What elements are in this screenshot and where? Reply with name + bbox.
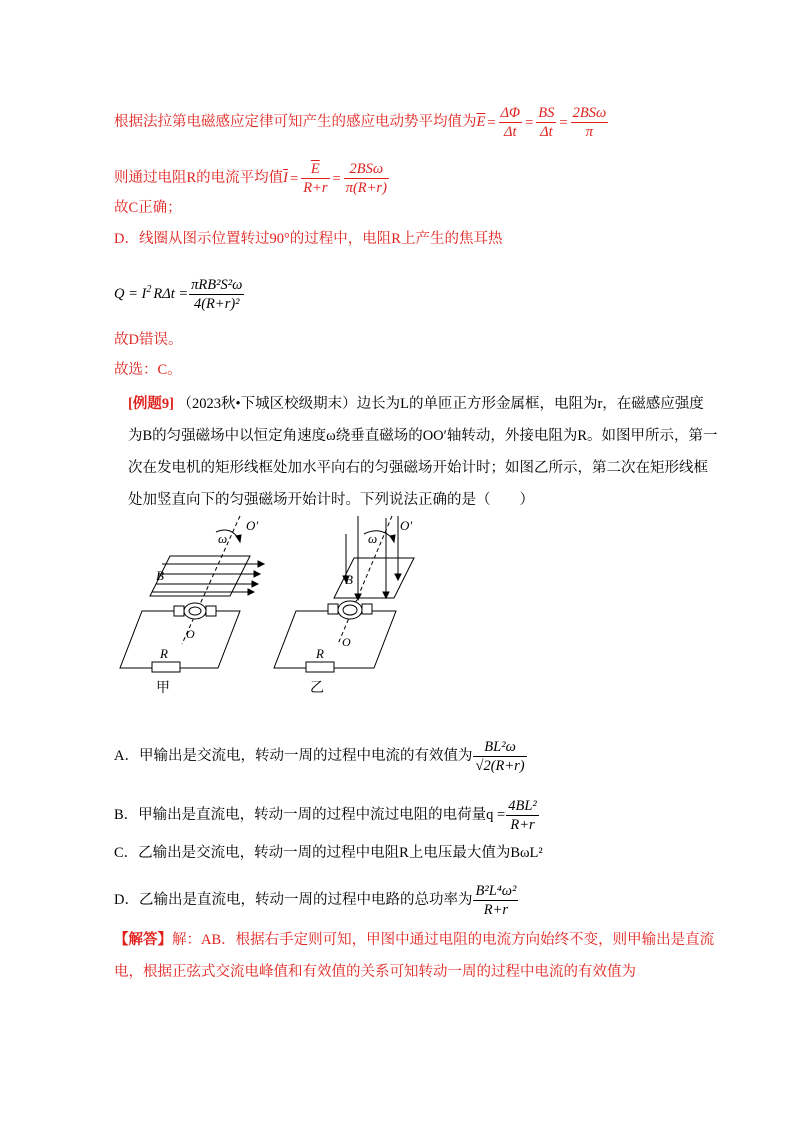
option-b-fraction: $\frac{\text{4BL²}}{R+r}$ [508, 798, 537, 833]
option-b: B．甲输出是直流电，转动一周的过程中流过电阻的电荷量q = $\frac{\text{4BL²}}{R+r}$ [114, 798, 537, 833]
average-current-line: 则通过电阻R的电流平均值$\overline{I}$ = $\frac{\overline{E}}{R+r}$ = $\frac{\text{2BSω}}{\pi(R+r)}$ [114, 161, 387, 196]
r-label-left: R [160, 646, 168, 661]
option-d: D．乙输出是直流电，转动一周的过程中电路的总功率为 $\frac{\text{B²L⁴ω²}}{R+r}$ [114, 883, 517, 918]
omega-label-left: ω [218, 531, 228, 546]
generator-figure [100, 512, 450, 700]
option-d-analysis: D．线圈从图示位置转过90°的过程中，电阻R上产生的焦耳热 [114, 231, 503, 247]
current-fraction-2: $\frac{\text{2BSω}}{\pi(R+r)}$ [345, 161, 387, 196]
example-9-question [128, 388, 718, 516]
o-label-left: O [186, 627, 195, 641]
o-prime-label-left: O′ [246, 518, 259, 533]
emf-fraction-2: $\frac{BS}{\Delta t}$ [538, 105, 555, 140]
caption-right: 乙 [310, 681, 324, 696]
emf-symbol: $\overline{E}$ [476, 113, 486, 130]
b-label-right: B [345, 572, 353, 587]
conclusion-c: 故C正确； [114, 200, 182, 216]
emf-fraction-3: $\frac{\text{2BSω}}{\pi}$ [572, 105, 607, 140]
answer-paragraph [114, 924, 718, 988]
joule-heat-fraction: $\frac{\text{πRB²S²ω}}{\text{4(R+r)²}}$ [191, 277, 243, 312]
o-prime-label-right: O′ [400, 518, 413, 533]
current-fraction-1: $\frac{\overline{E}}{R+r}$ [303, 161, 328, 196]
coil-frame-left [150, 556, 250, 596]
example-tag: [例题9] [128, 396, 174, 412]
option-a-fraction: $\frac{\text{BL²ω}}{√2(R+r)}$ [475, 739, 525, 774]
final-choice: 故选：C。 [114, 362, 182, 378]
average-emf-line: 根据法拉第电磁感应定律可知产生的感应电动势平均值为$\overline{E}$ = $\frac{\Delta\Phi}{\Delta t}$ = $\frac{BS}{\Delta t}$ = $\frac{\text{2BSω}}{\pi}$ [114, 105, 607, 140]
base-board-right [274, 611, 396, 668]
example-source: （2023秋•下城区校级期末） [177, 396, 357, 412]
average-current-text: 则通过电阻R的电流平均值 [114, 169, 284, 186]
answer-body: 解：AB．根据右手定则可知，甲图中通过电阻的电流方向始终不变，则甲输出是直流电，根据正弦式交流电峰值和有效值的关系可知转动一周的过程中电流的有效值为 [114, 932, 715, 980]
current-symbol: $\overline{I}$ [283, 169, 289, 186]
r-label-right: R [316, 646, 324, 661]
option-d-fraction: $\frac{\text{B²L⁴ω²}}{R+r}$ [475, 883, 517, 918]
resistor-right [306, 662, 334, 672]
joule-heat-formula: $Q = I^2$ RΔt = $\frac{\text{πRB²S²ω}}{\text{4(R+r)²}}$ [114, 277, 243, 312]
answer-tag: 【解答】 [114, 932, 172, 948]
omega-label-right: ω [368, 531, 378, 546]
base-board-left [120, 611, 240, 668]
o-label-right: O [342, 635, 351, 649]
caption-left: 甲 [156, 681, 170, 696]
figure-left [120, 516, 264, 672]
example-body: 边长为L的单匝正方形金属框，电阻为r，在磁感应强度为B的匀强磁场中以恒定角速度ω绕垂直磁场的OO′轴转动，外接电阻为R。如图甲所示，第一次在发电机的矩形线框处加水平向右的匀强磁场开始计时；如图乙所示，第二次在矩形线框处加竖直向下的匀强磁场开始计时。下列说法正确的是（ ） [128, 396, 718, 508]
average-emf-text: 根据法拉第电磁感应定律可知产生的感应电动势平均值为 [114, 113, 477, 130]
option-a: A．甲输出是交流电，转动一周的过程中电流的有效值为 $\frac{\text{BL²ω}}{√2(R+r)}$ [114, 739, 525, 774]
emf-fraction-1: $\frac{\Delta\Phi}{\Delta t}$ [500, 105, 521, 140]
resistor-left [152, 662, 180, 672]
b-label-left: B [156, 568, 164, 583]
option-c: C．乙输出是交流电，转动一周的过程中电阻R上电压最大值为BωL² [114, 845, 543, 861]
conclusion-d: 故D错误。 [114, 332, 183, 348]
